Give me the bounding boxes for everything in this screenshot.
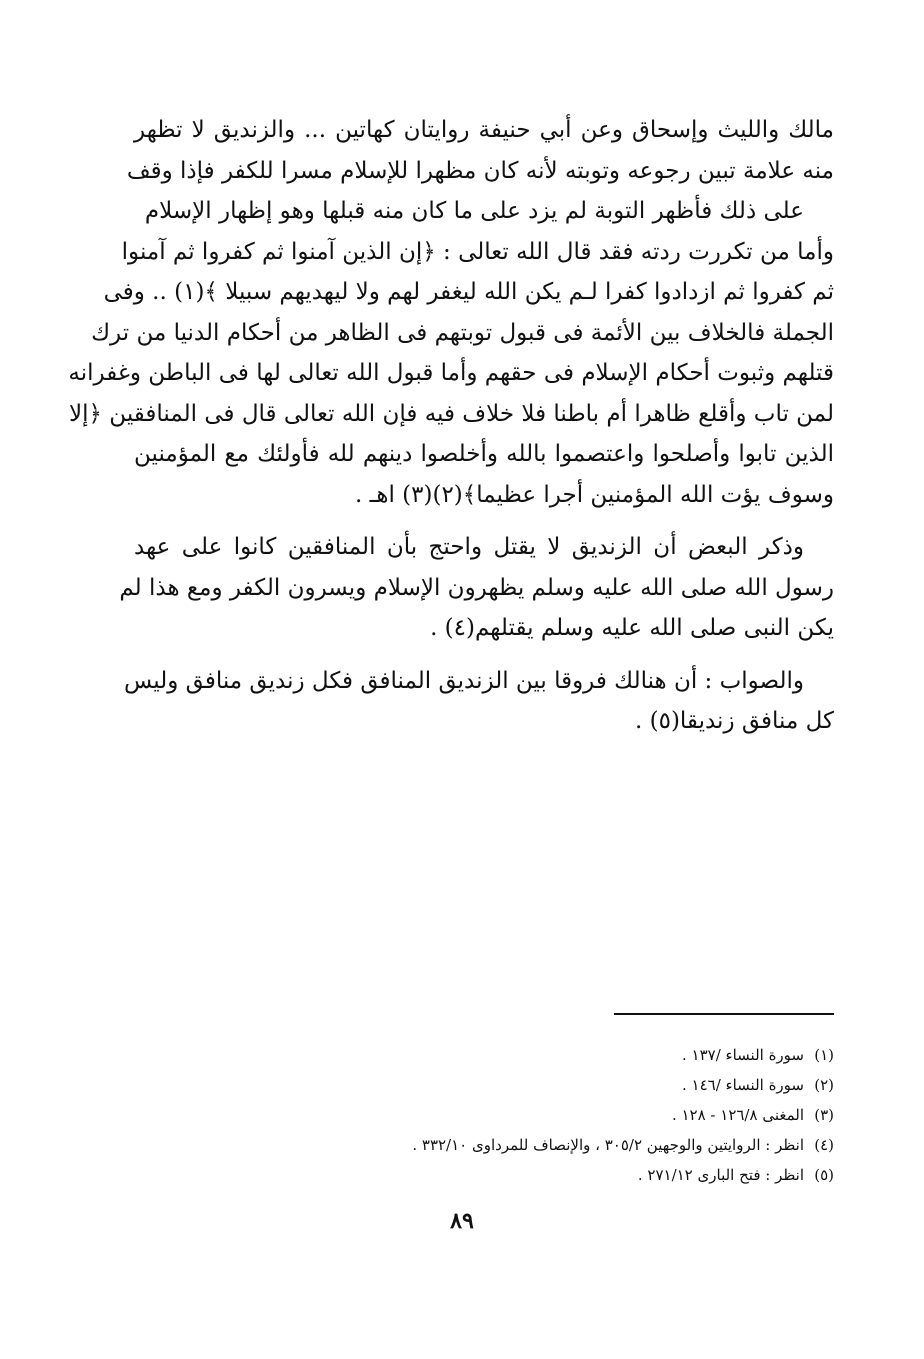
- footnote-number: (١): [814, 1046, 834, 1064]
- paragraph-3: [123, 661, 834, 742]
- footnote-text: انظر : الروايتين والوجهين ٣٠٥/٢ ، والإنصاف للمرداوى ٣٣٢/١٠ .: [412, 1136, 804, 1154]
- text-line: لمن تاب وأقلع ظاهرا أم باطنا فلا خلاف فيه فإن الله تعالى قال فى المنافقين ﴿إلا: [69, 400, 834, 427]
- text-line: قتلهم وثبوت أحكام الإسلام فى حقهم وأما قبول الله تعالى لها فى الباطن وغفرانه: [68, 360, 834, 386]
- text-line: وأما من تكررت ردته فقد قال الله تعالى : ﴿إن الذين آمنوا ثم كفروا ثم آمنوا: [121, 238, 834, 265]
- text-line: مالك والليث وإسحاق وعن أبي حنيفة روايتان كهاتين ... والزنديق لا تظهر: [134, 117, 834, 143]
- text-line: منه علامة تبين رجوعه وتوبته لأنه كان مظهرا للإسلام مسرا للكفر فإذا وقف: [126, 157, 834, 184]
- text-line: والصواب : أن هنالك فروقا بين الزنديق المنافق فكل زنديق منافق وليس: [123, 667, 804, 694]
- text-line: ثم كفروا ثم ازدادوا كفرا لـم يكن الله ليغفر لهم ولا ليهديهم سبيلا ﴾(١) .. وفى: [103, 279, 834, 305]
- footnote-divider: [614, 1013, 834, 1015]
- footnote-number: (٣): [814, 1106, 834, 1124]
- text-line: وسوف يؤت الله المؤمنين أجرا عظيما﴾(٢)(٣) اهـ .: [354, 481, 834, 508]
- text-line: يكن النبى صلى الله عليه وسلم يقتلهم(٤) .: [430, 615, 834, 641]
- footnote-text: سورة النساء /١٤٦ .: [682, 1076, 804, 1094]
- footnote-item: [200, 1100, 834, 1130]
- footnote-text: المغنى ١٢٦/٨ - ١٢٨ .: [671, 1106, 804, 1124]
- footnote-item: [200, 1070, 834, 1100]
- paragraph-1: [68, 110, 834, 515]
- footnotes: [200, 1040, 834, 1190]
- main-text: [68, 110, 834, 754]
- page-number: ٨٩: [450, 1208, 474, 1234]
- text-line: الذين تابوا وأصلحوا واعتصموا بالله وأخلصوا دينهم لله فأولئك مع المؤمنين: [134, 441, 834, 467]
- footnote-number: (٢): [814, 1076, 834, 1094]
- footnote-number: (٥): [814, 1166, 834, 1184]
- text-line: رسول الله صلى الله عليه وسلم يظهرون الإسلام ويسرون الكفر ومع هذا لم: [119, 574, 834, 601]
- footnote-text: انظر : فتح البارى ٢٧١/١٢ .: [637, 1166, 804, 1184]
- footnote-number: (٤): [814, 1136, 834, 1154]
- text-line: الجملة فالخلاف بين الأئمة فى قبول توبتهم فى الظاهر من أحكام الدنيا من ترك: [91, 319, 834, 346]
- text-line: وذكر البعض أن الزنديق لا يقتل واحتج بأن المنافقين كانوا على عهد: [134, 534, 804, 560]
- text-line: على ذلك فأظهر التوبة لم يزد على ما كان منه قبلها وهو إظهار الإسلام: [144, 198, 804, 224]
- footnote-item: [200, 1160, 834, 1190]
- paragraph-2: [119, 527, 834, 649]
- footnote-item: [200, 1040, 834, 1070]
- footnote-text: سورة النساء /١٣٧ .: [682, 1046, 804, 1064]
- text-line: كل منافق زنديقا(٥) .: [634, 708, 834, 734]
- footnote-item: [200, 1130, 834, 1160]
